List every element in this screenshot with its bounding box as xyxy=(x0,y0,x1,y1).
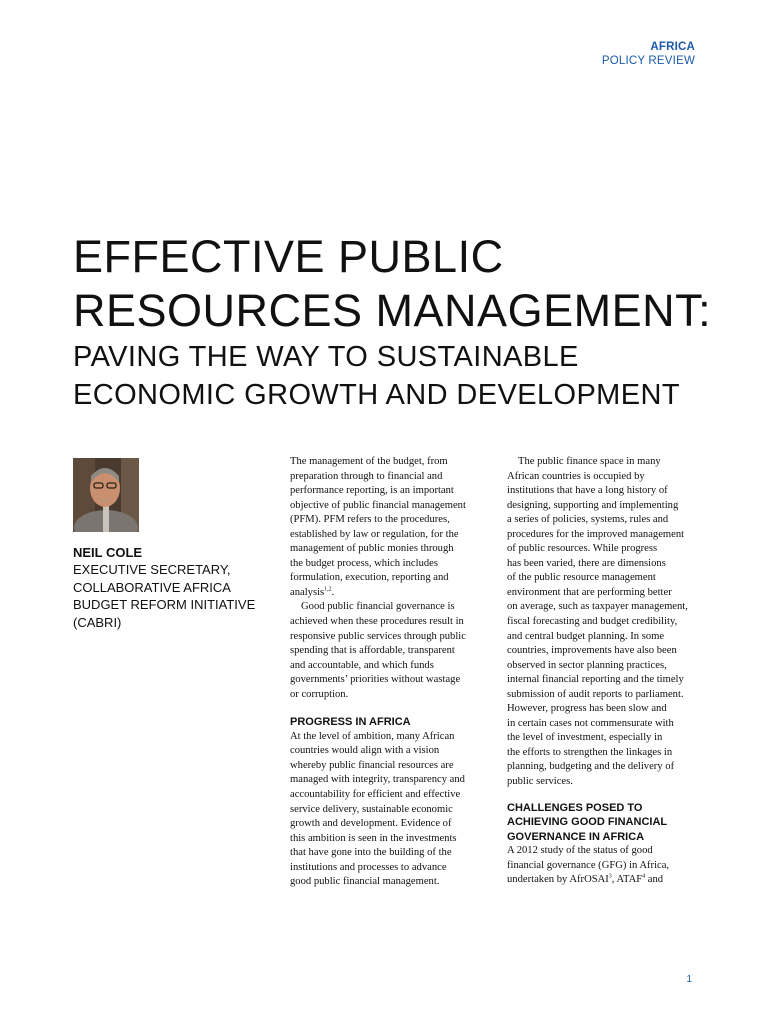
body-line xyxy=(290,586,478,601)
body-line: established by law or regulation, for the xyxy=(290,528,459,540)
footnote-ref: 1,2 xyxy=(324,586,332,593)
body-line: designing, supporting and implementing xyxy=(507,499,679,511)
body-line: responsive public services through public xyxy=(290,630,466,642)
body-line: At the level of ambition, many African xyxy=(290,730,455,742)
body-text: . xyxy=(331,586,335,598)
body-line: internal financial reporting and the timely xyxy=(507,674,684,686)
article-title xyxy=(73,230,753,414)
author-byline xyxy=(73,544,273,631)
body-line: the budget process, which includes xyxy=(290,557,438,569)
body-line: has been varied, there are dimensions xyxy=(507,557,666,569)
page-number: 1 xyxy=(686,974,692,985)
body-line: of public resources. While progress xyxy=(507,543,658,555)
section-heading: GOVERNANCE IN AFRICA xyxy=(507,830,645,843)
body-line: this ambition is seen in the investments xyxy=(290,832,457,844)
body-text: , ATAF xyxy=(611,874,643,886)
body-line: and central budget planning. In some xyxy=(507,630,665,642)
body-line xyxy=(507,873,695,888)
body-line: However, progress has been slow and xyxy=(507,703,667,715)
body-line: A 2012 study of the status of good xyxy=(507,845,653,857)
spacer xyxy=(507,790,695,801)
author-photo xyxy=(73,458,139,532)
body-line: growth and development. Evidence of xyxy=(290,818,452,830)
body-line: formulation, execution, reporting and xyxy=(290,572,449,584)
title-line-2: RESOURCES MANAGEMENT: xyxy=(73,285,712,336)
body-line: and accountable, and which funds xyxy=(290,659,434,671)
body-line: spending that is affordable, transparent xyxy=(290,645,455,657)
body-line: in certain cases not commensurate with xyxy=(507,717,674,729)
body-line: The public finance space in many xyxy=(518,456,661,467)
subtitle-line-1: PAVING THE WAY TO SUSTAINABLE xyxy=(73,341,579,373)
body-line: achieved when these procedures result in xyxy=(290,616,464,628)
body-line: Good public financial governance is xyxy=(301,601,455,613)
footnote-ref: 3 xyxy=(608,873,612,880)
body-line: financial governance (GFG) in Africa, xyxy=(507,859,670,871)
body-text: analysis xyxy=(290,586,325,598)
body-line: on average, such as taxpayer management, xyxy=(507,601,688,613)
section-heading: PROGRESS IN AFRICA xyxy=(290,716,411,729)
body-line: good public financial management. xyxy=(290,876,440,888)
body-line: African countries is occupied by xyxy=(507,470,645,482)
publication-masthead xyxy=(602,40,695,68)
body-line: planning, budgeting and the delivery of xyxy=(507,761,675,773)
body-line: countries, improvements have also been xyxy=(507,645,677,657)
body-line: public services. xyxy=(507,776,573,788)
body-column-2 xyxy=(507,455,695,888)
section-heading: CHALLENGES POSED TO xyxy=(507,801,643,814)
body-line: performance reporting, is an important xyxy=(290,485,454,497)
subtitle-line-2: ECONOMIC GROWTH AND DEVELOPMENT xyxy=(73,379,680,411)
author-name: NEIL COLE xyxy=(73,545,143,560)
author-role-line: BUDGET REFORM INITIATIVE xyxy=(73,597,256,612)
body-line: of the public resource management xyxy=(507,572,656,584)
body-text: and xyxy=(645,874,664,886)
body-line: environment that are performing better xyxy=(507,586,672,598)
body-line: (PFM). PFM refers to the procedures, xyxy=(290,514,450,526)
body-line: countries would align with a vision xyxy=(290,745,440,757)
spacer xyxy=(290,702,478,715)
body-line: The management of the budget, from xyxy=(290,456,448,467)
masthead-policy-review: POLICY REVIEW xyxy=(601,55,695,67)
section-heading: ACHIEVING GOOD FINANCIAL xyxy=(507,816,668,829)
author-role-line: EXECUTIVE SECRETARY, xyxy=(73,562,231,577)
author-role-line: (CABRI) xyxy=(73,614,122,630)
body-line: the efforts to strengthen the linkages in xyxy=(507,746,673,758)
body-line: whereby public financial resources are xyxy=(290,759,454,771)
masthead-africa: AFRICA xyxy=(650,41,695,53)
body-line: or corruption. xyxy=(290,688,349,700)
body-line: objective of public financial management xyxy=(290,499,466,511)
body-line: preparation through to financial and xyxy=(290,470,443,482)
body-line: institutions and processes to advance xyxy=(290,861,447,873)
title-line-1: EFFECTIVE PUBLIC xyxy=(73,231,504,282)
body-line: service delivery, sustainable economic xyxy=(290,803,453,815)
body-line: that have gone into the building of the xyxy=(290,847,452,859)
body-line: procedures for the improved management xyxy=(507,528,685,540)
body-line: the level of investment, especially in xyxy=(507,732,663,744)
body-text: undertaken by AfrOSAI xyxy=(507,874,609,886)
body-line: governments’ priorities without wastage xyxy=(290,674,461,686)
author-role-line: COLLABORATIVE AFRICA xyxy=(73,579,231,595)
body-line: accountability for efficient and effective xyxy=(290,788,461,800)
body-line: fiscal forecasting and budget credibility, xyxy=(507,616,678,628)
body-line: management of public monies through xyxy=(290,543,454,555)
body-line: submission of audit reports to parliament. xyxy=(507,688,684,700)
body-column-1 xyxy=(290,455,478,890)
body-line: managed with integrity, transparency and xyxy=(290,774,465,786)
body-line: a series of policies, systems, rules and xyxy=(507,514,669,526)
author-portrait-image xyxy=(73,458,139,532)
body-line: observed in sector planning practices, xyxy=(507,659,667,671)
body-line: institutions that have a long history of xyxy=(507,485,668,497)
footnote-ref: 4 xyxy=(642,873,646,880)
